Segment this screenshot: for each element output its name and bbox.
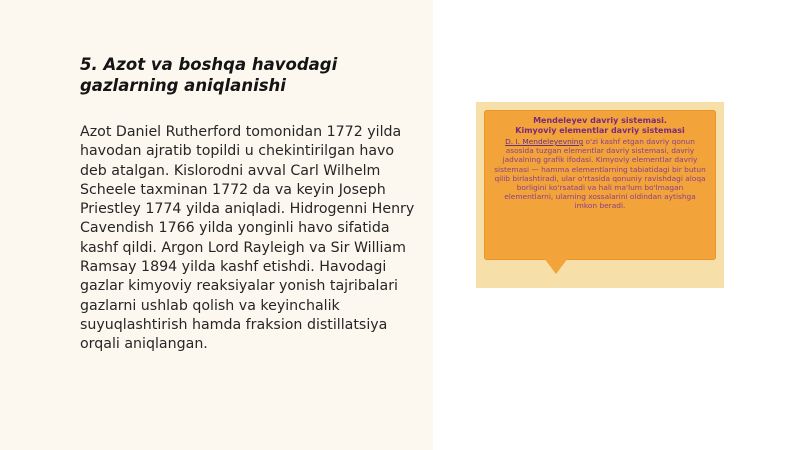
bubble-title-line-2: Kimyoviy elementlar davriy sistemasi bbox=[515, 126, 685, 135]
bubble-description: o'zi kashf etgan davriy qonun asosida tuzgan elementlar davriy sistemasi, davriy jadvalning grafik ifodasi. Kimyoviy elementlar davriy sistemasi — hamma elementlarning tabiatidagi bir butun qilib birlashtiradi, ular o'rtasida qonuniy ravishdagi aloqa borligini ko'rsatadi va hali ma'lum bo'lmagan elementlarni, ularning xossalarini oldindan aytishga imkon beradi. bbox=[494, 137, 706, 211]
slide-title: 5. Azot va boshqa havodagi gazlarning aniqlanishi bbox=[80, 55, 338, 95]
speech-bubble-tail bbox=[544, 258, 568, 274]
bubble-title-line-1: Mendeleyev davriy sistemasi. bbox=[533, 116, 667, 125]
slide-body-text: Azot Daniel Rutherford tomonidan 1772 yilda havodan ajratib topildi u chekintirilgan havo deb atalgan. Kislorodni avval Carl Wilhelm Scheele taxminan 1772 da va keyin Joseph Priestley 1774 yilda aniqladi. Hidrogenni Henry Cavendish 1766 yilda yonginli havo sifatida kashf qildi. Argon Lord Rayleigh va Sir William Ramsay 1894 yilda kashf etishdi. Havodagi gazlar kimyoviy reaksiyalar yonish tajribalari gazlarni ushlab qolish va keyinchalik suyuqlashtirish hamda fraksion distillatsiya orqali aniqlangan. bbox=[80, 124, 415, 353]
bubble-text bbox=[492, 137, 708, 211]
bubble-title bbox=[488, 116, 712, 136]
speech-bubble bbox=[484, 110, 716, 260]
mendeleyev-link[interactable]: D. I. Mendeleyevning bbox=[505, 137, 584, 146]
periodic-table-info-image bbox=[476, 102, 724, 288]
